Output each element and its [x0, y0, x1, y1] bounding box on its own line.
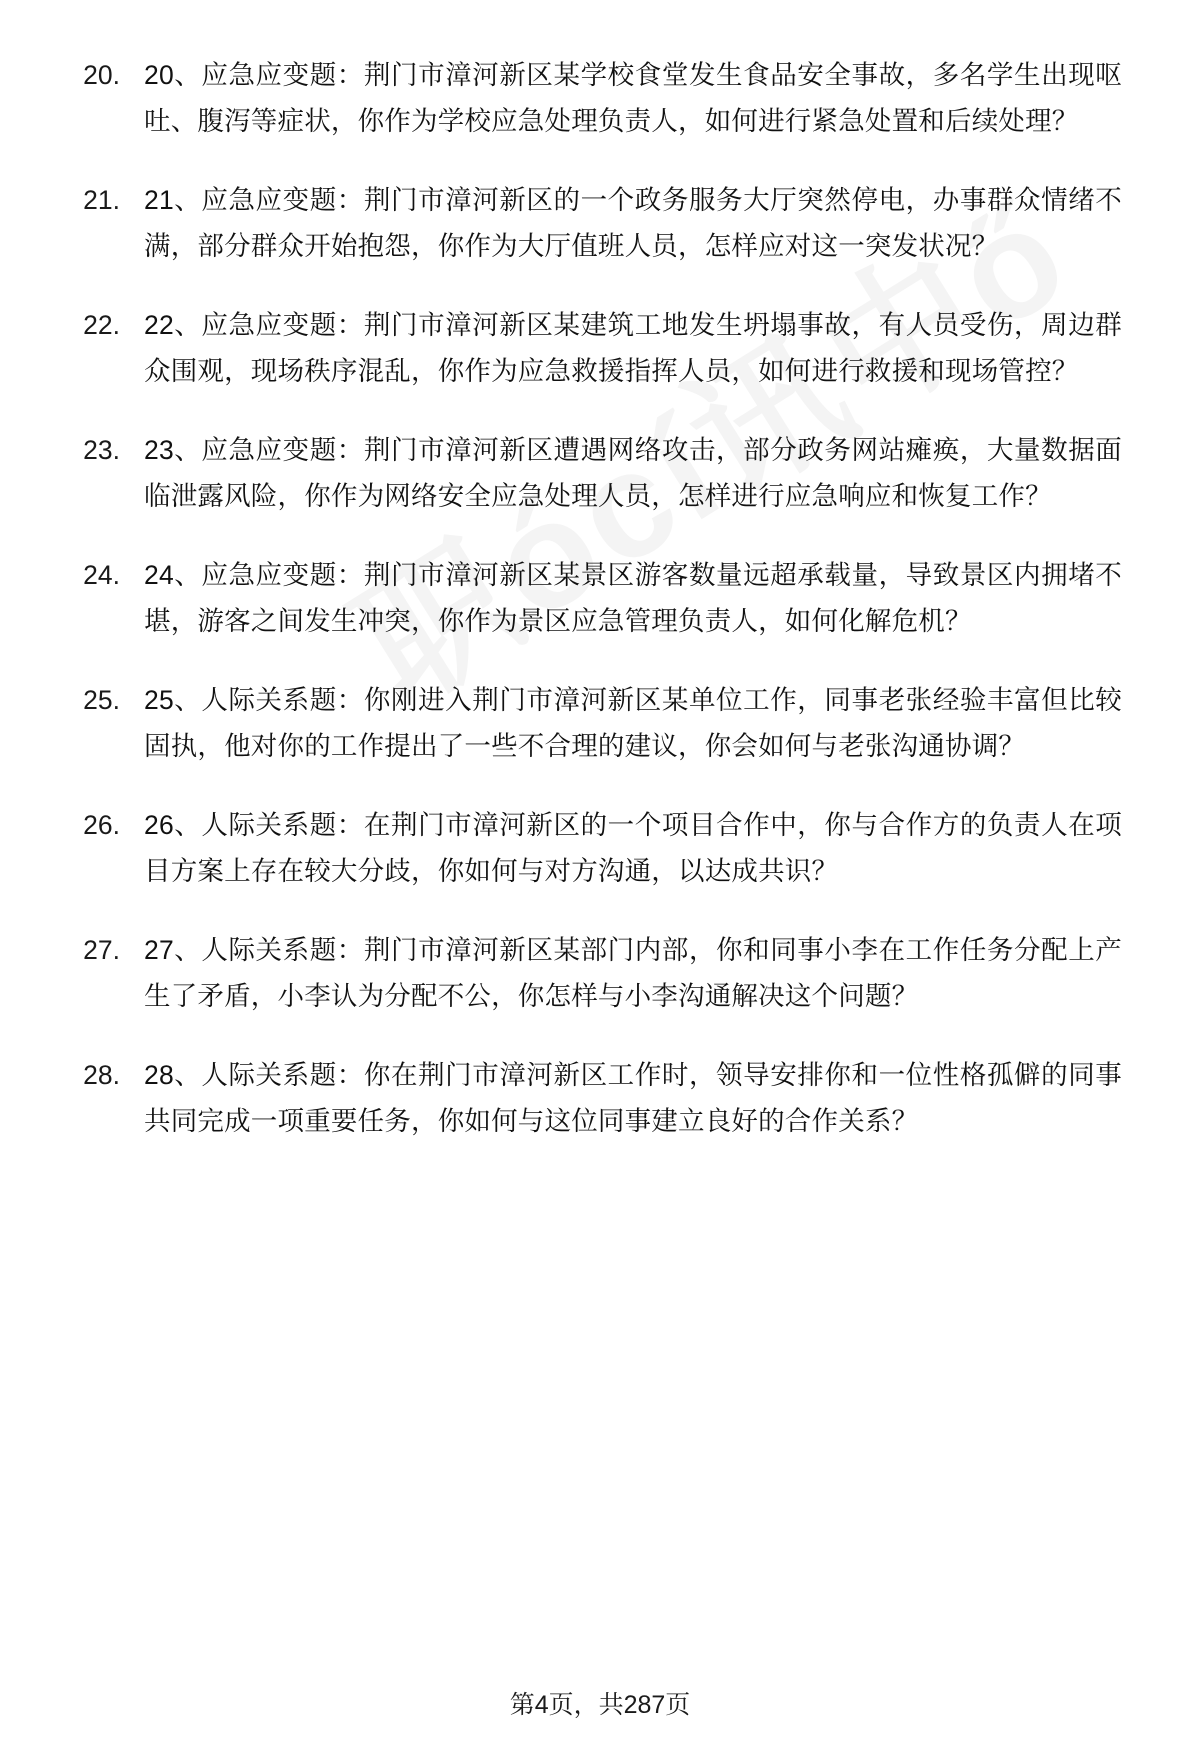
question-text: 26、人际关系题：在荆门市漳河新区的一个项目合作中，你与合作方的负责人在项目方案上存在较大分歧，你如何与对方沟通，以达成共识？ — [144, 810, 1122, 886]
question-number: 22. — [83, 310, 120, 340]
question-text: 23、应急应变题：荆门市漳河新区遭遇网络攻击，部分政务网站瘫痪，大量数据面临泄露风险，你作为网络安全应急处理人员，怎样进行应急响应和恢复工作？ — [144, 435, 1122, 511]
list-item — [58, 177, 1122, 269]
question-text: 21、应急应变题：荆门市漳河新区的一个政务服务大厅突然停电，办事群众情绪不满，部分群众开始抱怨，你作为大厅值班人员，怎样应对这一突发状况？ — [144, 185, 1122, 261]
list-item — [58, 552, 1122, 644]
question-number: 21. — [83, 185, 120, 215]
list-item — [58, 52, 1122, 144]
question-text: 25、人际关系题：你刚进入荆门市漳河新区某单位工作，同事老张经验丰富但比较固执，他对你的工作提出了一些不合理的建议，你会如何与老张沟通协调？ — [144, 685, 1122, 761]
question-number: 23. — [83, 435, 120, 465]
question-text: 27、人际关系题：荆门市漳河新区某部门内部，你和同事小李在工作任务分配上产生了矛盾，小李认为分配不公，你怎样与小李沟通解决这个问题？ — [144, 935, 1122, 1011]
list-item — [58, 677, 1122, 769]
list-item — [58, 1052, 1122, 1144]
list-item — [58, 302, 1122, 394]
question-text: 20、应急应变题：荆门市漳河新区某学校食堂发生食品安全事故，多名学生出现呕吐、腹泻等症状，你作为学校应急处理负责人，如何进行紧急处置和后续处理？ — [144, 60, 1122, 136]
question-text: 22、应急应变题：荆门市漳河新区某建筑工地发生坍塌事故，有人员受伤，周边群众围观，现场秩序混乱，你作为应急救援指挥人员，如何进行救援和现场管控？ — [144, 310, 1122, 386]
question-number: 26. — [83, 810, 120, 840]
list-item — [58, 427, 1122, 519]
page-footer: 第4页，共287页 — [509, 1691, 691, 1719]
question-text: 24、应急应变题：荆门市漳河新区某景区游客数量远超承载量，导致景区内拥堵不堪，游客之间发生冲突，你作为景区应急管理负责人，如何化解危机？ — [144, 560, 1122, 636]
question-number: 28. — [83, 1060, 120, 1090]
question-list — [58, 52, 1122, 1144]
question-number: 25. — [83, 685, 120, 715]
question-number: 24. — [83, 560, 120, 590]
list-item — [58, 802, 1122, 894]
question-number: 20. — [83, 60, 120, 90]
question-text: 28、人际关系题：你在荆门市漳河新区工作时，领导安排你和一位性格孤僻的同事共同完成一项重要任务，你如何与这位同事建立良好的合作关系？ — [144, 1060, 1122, 1136]
question-number: 27. — [83, 935, 120, 965]
list-item — [58, 927, 1122, 1019]
